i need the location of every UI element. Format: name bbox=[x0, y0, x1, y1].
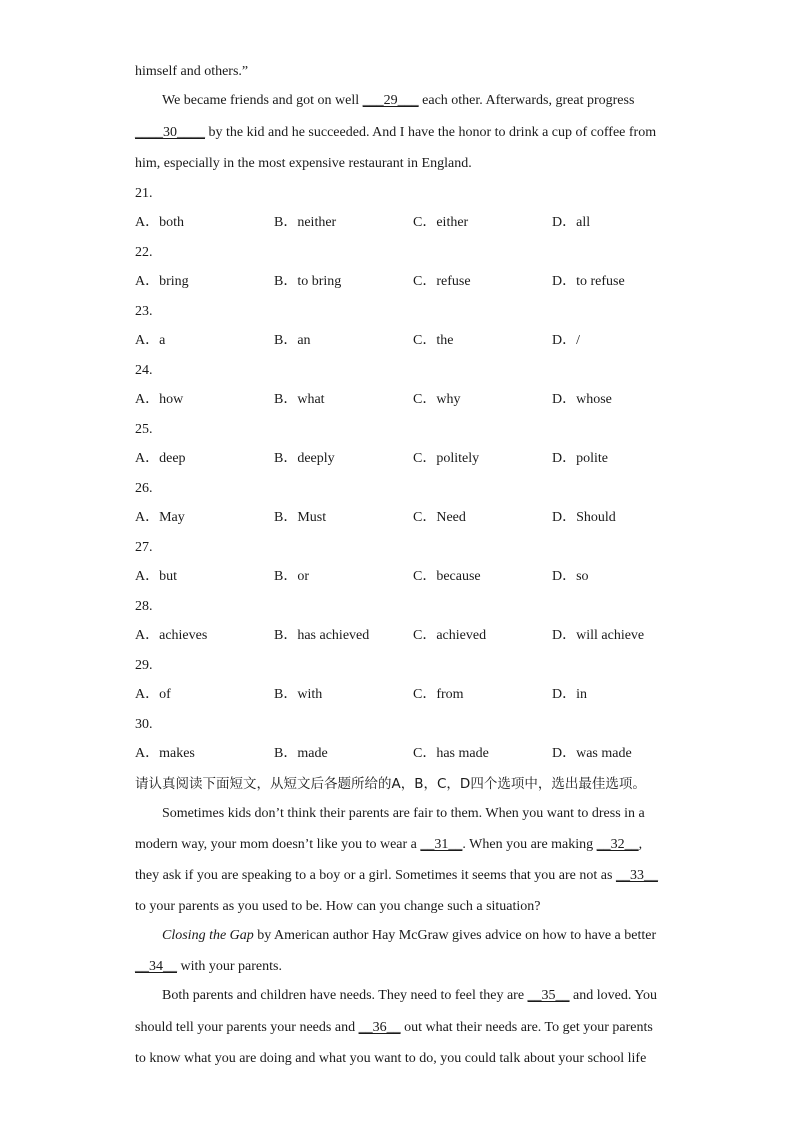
question-number: 30. bbox=[135, 717, 153, 732]
passage-line bbox=[135, 124, 656, 142]
option-b: B．neither bbox=[274, 215, 337, 230]
blank-31: __31__ bbox=[420, 837, 463, 852]
option-a: A．deep bbox=[135, 451, 186, 466]
option-d: D．all bbox=[552, 215, 591, 230]
question-number: 24. bbox=[135, 363, 153, 378]
option-b: B．has achieved bbox=[274, 628, 370, 643]
option-d: D．Should bbox=[552, 510, 616, 525]
question-number: 21. bbox=[135, 186, 153, 201]
passage-text: , bbox=[638, 837, 643, 852]
option-a: A．May bbox=[135, 510, 185, 525]
option-c: C．the bbox=[413, 333, 454, 348]
option-a: A．makes bbox=[135, 746, 195, 761]
passage-line bbox=[162, 987, 657, 1005]
option-d: D．to refuse bbox=[552, 274, 625, 289]
question-number: 23. bbox=[135, 304, 153, 319]
passage-text: with your parents. bbox=[177, 959, 282, 974]
option-a: A．achieves bbox=[135, 628, 208, 643]
passage-text: We became friends and got on well bbox=[162, 93, 363, 108]
option-c: C．politely bbox=[413, 451, 480, 466]
passage-line bbox=[135, 958, 282, 976]
passage-text: . When you are making bbox=[462, 837, 597, 852]
question-number: 29. bbox=[135, 658, 153, 673]
option-b: B．with bbox=[274, 687, 323, 702]
option-c: C．Need bbox=[413, 510, 466, 525]
option-d: D．in bbox=[552, 687, 587, 702]
option-d: D．whose bbox=[552, 392, 612, 407]
option-b: B．to bring bbox=[274, 274, 342, 289]
blank-32: __32__ bbox=[596, 837, 639, 852]
option-c: C．either bbox=[413, 215, 469, 230]
option-b: B．made bbox=[274, 746, 328, 761]
passage-text: modern way, your mom doesn’t like you to wear a bbox=[135, 837, 421, 852]
option-d: D．will achieve bbox=[552, 628, 645, 643]
passage-line bbox=[135, 155, 472, 173]
passage-text: Sometimes kids don’t think their parents are fair to them. When you want to dress in a bbox=[162, 806, 645, 821]
option-a: A．bring bbox=[135, 274, 189, 289]
option-c: C．has made bbox=[413, 746, 489, 761]
option-d: D．/ bbox=[552, 333, 580, 348]
passage-line bbox=[135, 867, 658, 885]
question-number: 22. bbox=[135, 245, 153, 260]
passage-line bbox=[162, 805, 645, 823]
passage-text: by the kid and he succeeded. And I have the honor to drink a cup of coffee from bbox=[205, 125, 657, 140]
passage-text: they ask if you are speaking to a boy or a girl. Sometimes it seems that you are not as bbox=[135, 868, 616, 883]
passage-text: each other. Afterwards, great progress bbox=[418, 93, 635, 108]
passage-line bbox=[135, 898, 541, 916]
option-c: C．achieved bbox=[413, 628, 487, 643]
blank-34: __34__ bbox=[135, 959, 177, 974]
option-c: C．refuse bbox=[413, 274, 471, 289]
passage-line bbox=[135, 1050, 646, 1068]
question-number: 25. bbox=[135, 422, 153, 437]
blank-30: ____30____ bbox=[135, 125, 205, 140]
option-a: A．a bbox=[135, 333, 166, 348]
passage-line bbox=[135, 1019, 653, 1037]
blank-35: __35__ bbox=[527, 988, 570, 1003]
option-a: A．of bbox=[135, 687, 171, 702]
passage-text: by American author Hay McGraw gives advice on how to have a better bbox=[253, 928, 657, 943]
blank-33: __33__ bbox=[615, 868, 658, 883]
question-number: 26. bbox=[135, 481, 153, 496]
passage-text: out what their needs are. To get your parents bbox=[400, 1020, 653, 1035]
passage-line bbox=[135, 836, 642, 854]
passage-line bbox=[162, 92, 634, 110]
option-d: D．so bbox=[552, 569, 589, 584]
option-a: A．both bbox=[135, 215, 184, 230]
option-d: D．polite bbox=[552, 451, 608, 466]
option-a: A．but bbox=[135, 569, 177, 584]
option-b: B．or bbox=[274, 569, 309, 584]
option-c: C．because bbox=[413, 569, 481, 584]
question-number: 27. bbox=[135, 540, 153, 555]
option-b: B．what bbox=[274, 392, 325, 407]
blank-29: ___29___ bbox=[362, 93, 419, 108]
passage-text: him, especially in the most expensive restaurant in England. bbox=[135, 156, 472, 171]
option-b: B．deeply bbox=[274, 451, 335, 466]
passage-line bbox=[162, 927, 656, 945]
book-title: Closing the Gap bbox=[162, 928, 254, 943]
passage-text: and loved. You bbox=[569, 988, 658, 1003]
option-b: B．Must bbox=[274, 510, 327, 525]
option-b: B．an bbox=[274, 333, 311, 348]
option-a: A．how bbox=[135, 392, 184, 407]
blank-36: __36__ bbox=[358, 1020, 401, 1035]
question-number: 28. bbox=[135, 599, 153, 614]
option-d: D．was made bbox=[552, 746, 632, 761]
passage-text: to know what you are doing and what you want to do, you could talk about your school life bbox=[135, 1051, 647, 1066]
passage-line bbox=[135, 63, 248, 81]
section-instruction: 请认真阅读下面短文，从短文后各题所给的A，B，C，D四个选项中，选出最佳选项。 bbox=[135, 776, 646, 792]
passage-text: to your parents as you used to be. How can you change such a situation? bbox=[135, 899, 541, 914]
option-c: C．from bbox=[413, 687, 464, 702]
passage-text: himself and others.” bbox=[135, 64, 249, 79]
passage-text: Both parents and children have needs. They need to feel they are bbox=[162, 988, 528, 1003]
option-c: C．why bbox=[413, 392, 461, 407]
passage-text: should tell your parents your needs and bbox=[135, 1020, 359, 1035]
